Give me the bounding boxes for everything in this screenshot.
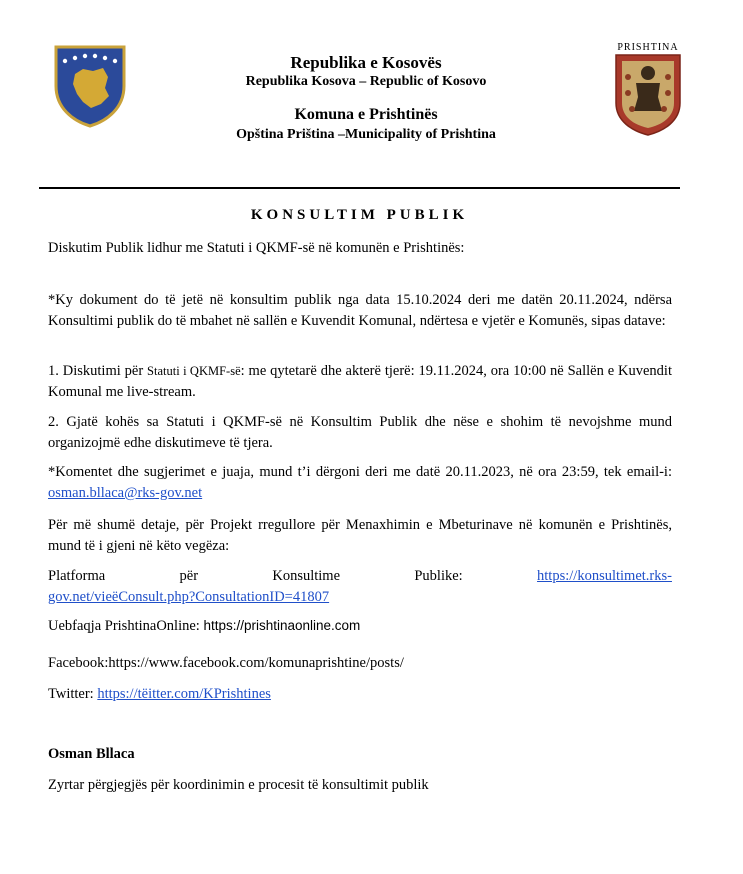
header-divider xyxy=(39,187,680,189)
item1-prefix: 1. Diskutimi për xyxy=(48,363,148,379)
twitter-label: Twitter: xyxy=(48,686,98,702)
platform-word-1: Platforma xyxy=(48,568,106,584)
website-line xyxy=(48,615,672,637)
platform-link-part1[interactable]: https://konsultimet.rks- xyxy=(537,568,672,584)
consultation-period-paragraph: *Ky dokument do të jetë në konsultim publik nga data 15.10.2024 deri me datën 20.11.2024, ndërsa Konsultimi publik do të mbahet në sallën e Kuvendit Komunal, ndërtesa e vjetër e Komunës, sipas datave: xyxy=(48,292,672,329)
prishtina-emblem-icon xyxy=(612,42,684,138)
header-country-alt: Republika Kosova – Republic of Kosovo xyxy=(245,74,487,89)
document-title: KONSULTIM PUBLIK xyxy=(250,207,469,223)
platform-word-4: Publike: xyxy=(414,568,463,584)
kosovo-coat-of-arms-icon xyxy=(53,44,127,128)
platform-word-3: Konsultime xyxy=(272,568,341,584)
platform-word-2: për xyxy=(179,568,199,584)
discussion-item-1 xyxy=(48,361,672,403)
details-paragraph: Për më shumë detaje, për Projekt rregullore për Menaxhimin e Mbeturinave në komunën e Prishtinës, mund të i gjeni në këto vegëza: xyxy=(48,517,672,554)
comments-email-link[interactable]: osman.bllaca@rks-gov.net xyxy=(48,485,203,501)
comments-paragraph xyxy=(48,462,672,504)
header-municipality: Komuna e Prishtinës xyxy=(294,106,438,123)
facebook-line: Facebook:https://www.facebook.com/komunaprishtine/posts/ xyxy=(48,655,404,671)
prishtina-emblem-text: PRISHTINA xyxy=(617,42,679,53)
item1-subject: Statuti i QKMF-së xyxy=(147,364,241,378)
signer-role: Zyrtar përgjegjës për koordinimin e procesit të konsultimit publik xyxy=(48,777,429,793)
item1-details: : me qytetarë dhe akterë tjerë: 19.11.2024, ora 10:00 në Sallën e Kuvendit Komunal me live-stream. xyxy=(48,363,672,400)
comments-text: *Komentet dhe sugjerimet e juaja, mund t’i dërgoni deri me datë 20.11.2023, në ora 23:59, tek email-i: xyxy=(48,464,672,480)
platform-link-part2[interactable]: gov.net/vieëConsult.php?ConsultationID=41807 xyxy=(48,589,330,605)
twitter-line xyxy=(48,684,672,705)
signer-name: Osman Bllaca xyxy=(48,746,135,762)
platform-line xyxy=(48,566,672,608)
website-url: https://prishtinaonline.com xyxy=(203,618,361,633)
intro-text: Diskutim Publik lidhur me Statuti i QKMF-së në komunën e Prishtinës: xyxy=(48,240,465,256)
twitter-link[interactable]: https://tëitter.com/KPrishtines xyxy=(97,686,271,702)
header-municipality-alt: Opština Priština –Municipality of Prishtina xyxy=(236,127,496,142)
website-label: Uebfaqja PrishtinaOnline: xyxy=(48,618,204,634)
header-country: Republika e Kosovës xyxy=(290,53,442,72)
discussion-item-2: 2. Gjatë kohës sa Statuti i QKMF-së në Konsultim Publik dhe nëse e shohim të nevojshme mund organizojmë edhe diskutimeve të tjera. xyxy=(48,414,672,451)
